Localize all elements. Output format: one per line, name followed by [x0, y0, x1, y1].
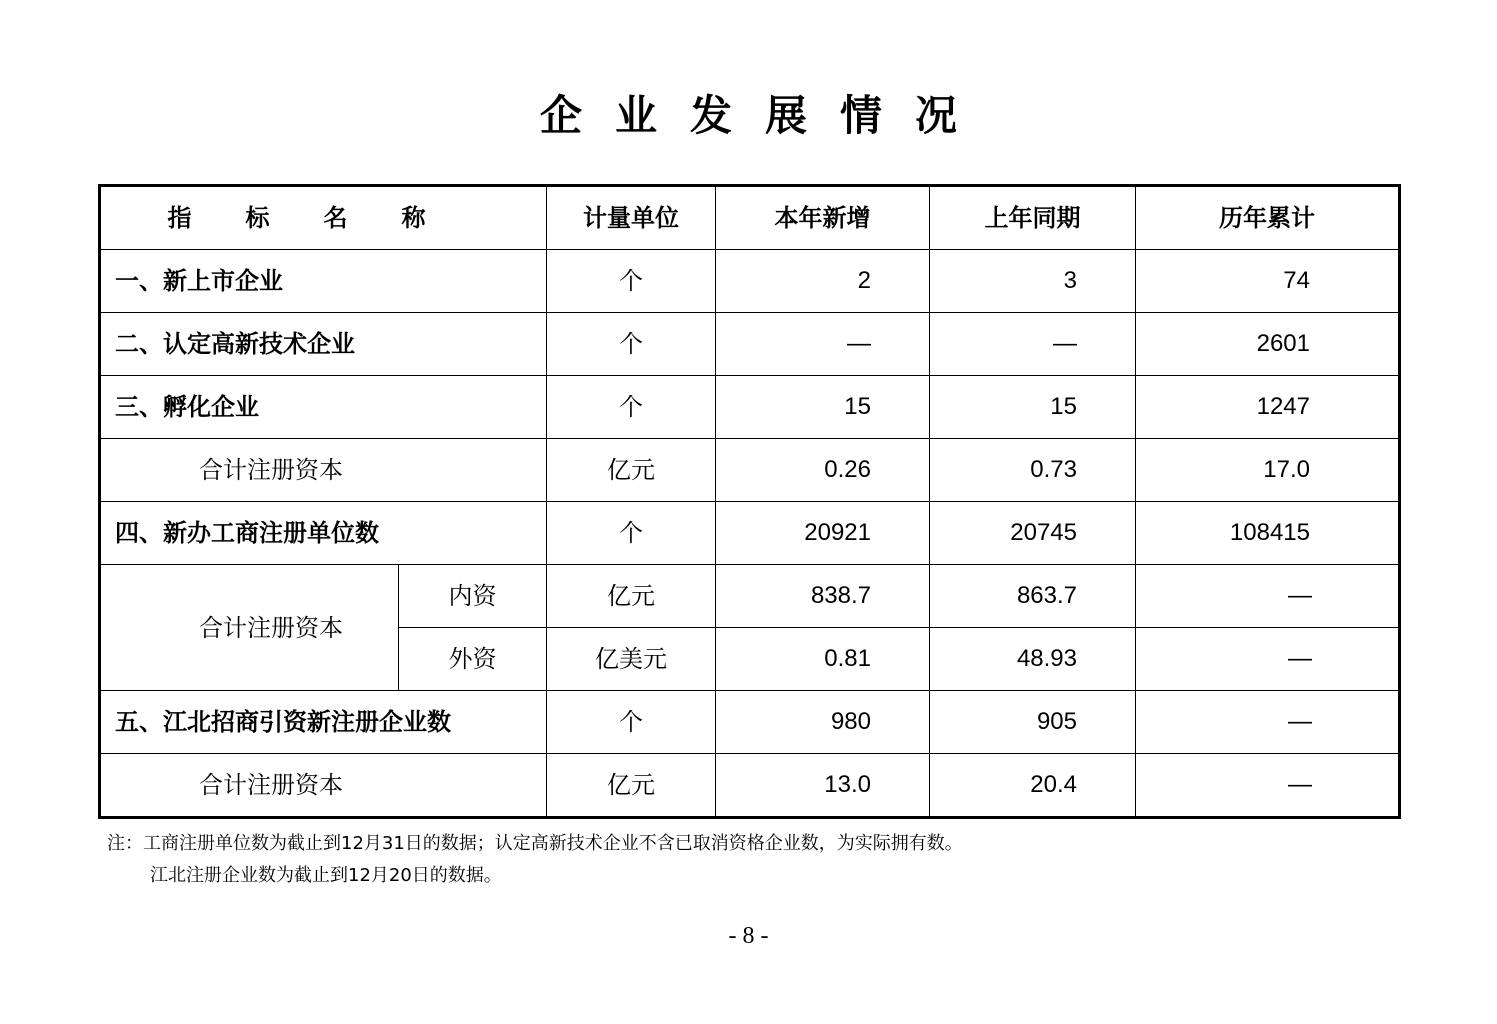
row-unit: 个: [547, 691, 716, 754]
page-title: 企业发展情况: [539, 91, 990, 140]
row-unit: 亿元: [547, 439, 716, 502]
row-unit: 亿元: [547, 565, 716, 628]
row-last-year: 905: [930, 691, 1136, 754]
row-this-year: 13.0: [716, 754, 930, 818]
row-name: 二、认定高新技术企业: [100, 313, 547, 376]
row-cumulative: —: [1136, 754, 1400, 818]
table-row: [100, 754, 1400, 818]
row-this-year: 2: [716, 250, 930, 313]
row-this-year: 20921: [716, 502, 930, 565]
row-cumulative: 2601: [1136, 313, 1400, 376]
table-row: [100, 565, 1400, 628]
row-last-year: 15: [930, 376, 1136, 439]
table-row: [100, 250, 1400, 313]
row-last-year: 48.93: [930, 628, 1136, 691]
row-subtype: 外资: [399, 628, 547, 691]
footnote-line-1: 注：工商注册单位数为截止到12月31日的数据；认定高新技术企业不含已取消资格企业数，为实际拥有数。: [107, 833, 963, 854]
row-name: 一、新上市企业: [100, 250, 547, 313]
row-last-year: 0.73: [930, 439, 1136, 502]
row-unit: 个: [547, 502, 716, 565]
row-this-year: 980: [716, 691, 930, 754]
row-unit: 个: [547, 250, 716, 313]
row-this-year: —: [716, 313, 930, 376]
table-row: [100, 439, 1400, 502]
row-cumulative: 1247: [1136, 376, 1400, 439]
row-name: 三、孵化企业: [100, 376, 547, 439]
header-cumulative: 历年累计: [1136, 186, 1400, 250]
row-cumulative: 17.0: [1136, 439, 1400, 502]
footnote-line-2: 江北注册企业数为截止到12月20日的数据。: [150, 865, 502, 886]
row-last-year: 863.7: [930, 565, 1136, 628]
row-cumulative: 74: [1136, 250, 1400, 313]
row-cumulative: 108415: [1136, 502, 1400, 565]
row-name: 合计注册资本: [100, 565, 399, 691]
row-this-year: 0.81: [716, 628, 930, 691]
row-last-year: 3: [930, 250, 1136, 313]
row-unit: 亿美元: [547, 628, 716, 691]
row-this-year: 838.7: [716, 565, 930, 628]
row-unit: 个: [547, 313, 716, 376]
row-name: 四、新办工商注册单位数: [100, 502, 547, 565]
table-row: [100, 502, 1400, 565]
row-name: 五、江北招商引资新注册企业数: [100, 691, 547, 754]
row-this-year: 0.26: [716, 439, 930, 502]
row-unit: 个: [547, 376, 716, 439]
row-unit: 亿元: [547, 754, 716, 818]
table-row: [100, 376, 1400, 439]
table-row: [100, 691, 1400, 754]
row-this-year: 15: [716, 376, 930, 439]
row-last-year: —: [930, 313, 1136, 376]
header-indicator-name: 指标名称: [100, 186, 547, 250]
row-last-year: 20.4: [930, 754, 1136, 818]
row-name: 合计注册资本: [100, 754, 547, 818]
row-cumulative: —: [1136, 565, 1400, 628]
row-last-year: 20745: [930, 502, 1136, 565]
row-cumulative: —: [1136, 628, 1400, 691]
table-row: [100, 313, 1400, 376]
header-last-year: 上年同期: [930, 186, 1136, 250]
header-unit: 计量单位: [547, 186, 716, 250]
header-this-year: 本年新增: [716, 186, 930, 250]
table-header-row: [100, 186, 1400, 250]
row-cumulative: —: [1136, 691, 1400, 754]
row-name: 合计注册资本: [100, 439, 547, 502]
enterprise-development-table: [98, 184, 1401, 819]
page-number: - 8 -: [728, 923, 769, 949]
row-subtype: 内资: [399, 565, 547, 628]
